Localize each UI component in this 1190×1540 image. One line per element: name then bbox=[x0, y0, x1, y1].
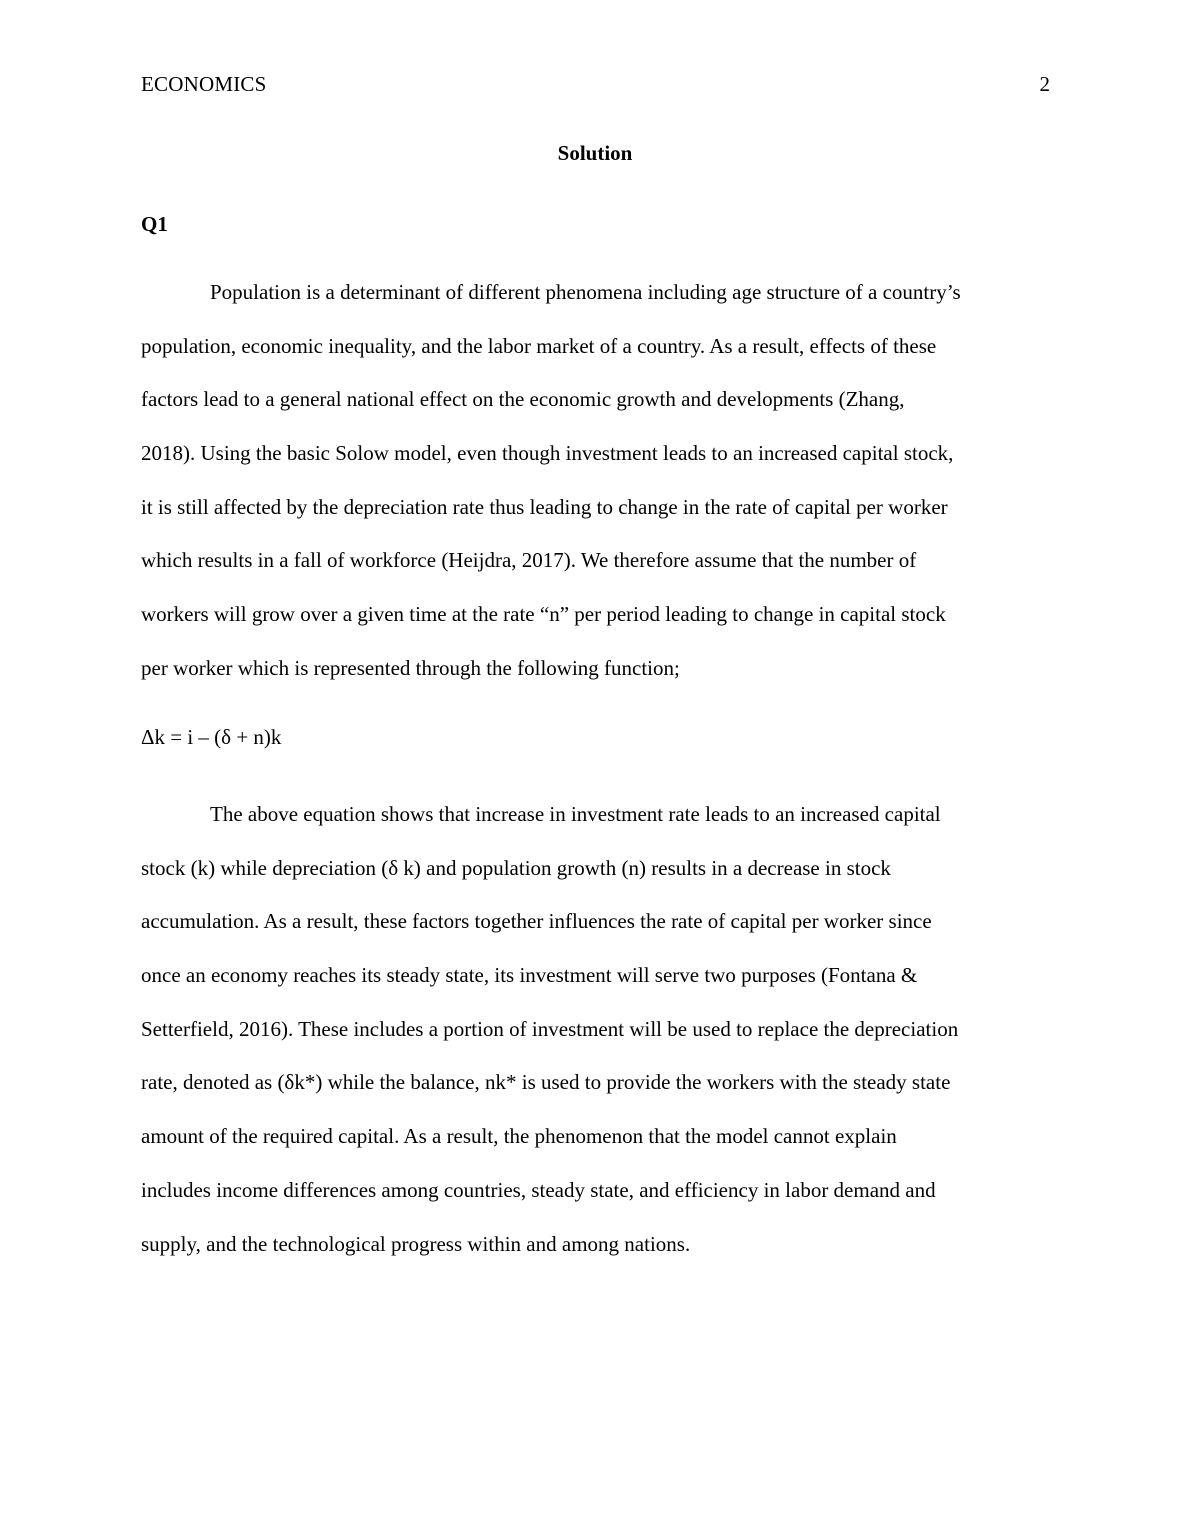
paragraph-line: supply, and the technological progress within and among nations. bbox=[141, 1231, 691, 1256]
section-title: Solution bbox=[557, 141, 633, 165]
paragraph-line: stock (k) while depreciation (δ k) and population growth (n) results in a decrease in stock bbox=[141, 855, 891, 880]
paragraph-line: includes income differences among countries, steady state, and efficiency in labor demand and bbox=[141, 1177, 936, 1202]
paragraph-line: per worker which is represented through the following function; bbox=[141, 655, 680, 680]
paragraph-line: which results in a fall of workforce (Heijdra, 2017). We therefore assume that the number of bbox=[141, 548, 917, 573]
paragraph-line: accumulation. As a result, these factors together influences the rate of capital per worker since bbox=[141, 909, 932, 934]
paragraph-line: Setterfield, 2016). These includes a portion of investment will be used to replace the depreciation bbox=[141, 1016, 959, 1041]
paragraph-line: Population is a determinant of different phenomena including age structure of a country’s bbox=[210, 280, 961, 304]
paragraph-line: it is still affected by the depreciation rate thus leading to change in the rate of capital per worker bbox=[141, 494, 948, 519]
paragraph-1 bbox=[141, 266, 1051, 696]
question-heading: Q1 bbox=[141, 212, 168, 236]
capital-accumulation-equation: Δk = i – (δ + n)k bbox=[141, 725, 282, 749]
page-number: 2 bbox=[1039, 72, 1050, 96]
paragraph-line: amount of the required capital. As a result, the phenomenon that the model cannot explain bbox=[141, 1124, 897, 1149]
paragraph-line: workers will grow over a given time at the rate “n” per period leading to change in capital stock bbox=[141, 602, 946, 627]
paragraph-line: population, economic inequality, and the labor market of a country. As a result, effects of these bbox=[141, 333, 937, 358]
paragraph-line: 2018). Using the basic Solow model, even though investment leads to an increased capital stock, bbox=[141, 441, 954, 466]
paragraph-line: The above equation shows that increase in investment rate leads to an increased capital bbox=[210, 802, 941, 826]
paragraph-line: factors lead to a general national effect on the economic growth and developments (Zhang, bbox=[141, 387, 905, 412]
paragraph-line: once an economy reaches its steady state, its investment will serve two purposes (Fontana & bbox=[141, 963, 918, 988]
paragraph-line: rate, denoted as (δk*) while the balance, nk* is used to provide the workers with the steady state bbox=[141, 1070, 951, 1095]
paragraph-2 bbox=[141, 788, 1051, 1271]
running-head: ECONOMICS bbox=[141, 72, 267, 96]
